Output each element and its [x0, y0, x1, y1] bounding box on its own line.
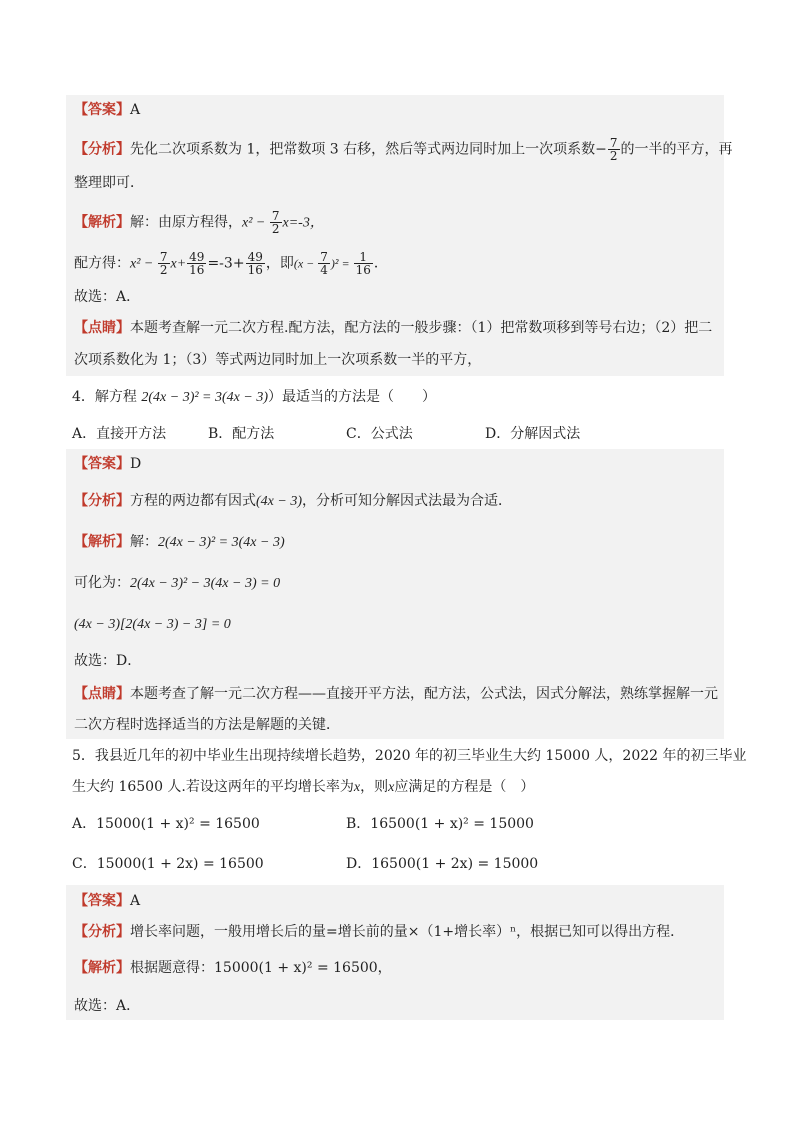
math: x² −	[130, 256, 157, 272]
q4-option-d: D．分解因式法	[485, 426, 581, 442]
q5-stem-line-1	[72, 746, 747, 766]
q5-stem-text: 5．我县近几年的初中毕业生出现持续增长趋势，2020 年的初三毕业生大约 15000 人，2022 年的初三毕业	[72, 748, 747, 764]
q4-step1-line	[74, 573, 724, 594]
q5-stem-text-3: 应满足的方程是（ ）	[394, 779, 535, 795]
q5-select: 故选：A．	[74, 998, 141, 1014]
q5-stem-line-2	[72, 777, 534, 798]
q5-answer-line	[74, 891, 724, 911]
q4-option-c: C．公式法	[346, 426, 413, 442]
q4-select: 故选：D．	[74, 653, 142, 669]
fraction: $\frac{7}{4}$	[320, 250, 328, 277]
q3-analysis-text-2: 的一半的平方，再	[620, 141, 733, 158]
answer-tag: 【答案】	[74, 102, 130, 118]
math: 2(4x − 3)² − 3(4x − 3) = 0	[130, 576, 281, 591]
analysis-tag: 【分析】	[74, 493, 130, 509]
q4-stem-text-2: ）最适当的方法是（ ）	[268, 389, 436, 405]
q4-comment-text: 本题考查了解一元二次方程——直接开平方法，配方法，公式法，因式分解法，熟练掌握解一元	[130, 686, 718, 702]
q3-comment-text-2: 次项系数化为 1；（3）等式两边同时加上一次项系数一半的平方，	[74, 352, 482, 368]
q3-analysis-text: 先化二次项系数为 1，把常数项 3 右移，然后等式两边同时加上一次项系数−	[130, 141, 607, 158]
fraction: $\frac{7}{2}$	[159, 250, 168, 277]
fraction: $\frac{49}{16}$	[189, 250, 205, 277]
q4-analysis-line	[74, 491, 724, 512]
q4-comment-line-1	[74, 684, 724, 704]
q4-stem	[72, 387, 436, 408]
analysis-tag: 【分析】	[74, 924, 130, 940]
fraction: $\frac{7}{2}$	[271, 209, 280, 236]
math: 2(4x − 3)² = 3(4x − 3)	[141, 390, 268, 405]
q3-answer: A	[130, 102, 141, 118]
solution-tag: 【解析】	[74, 214, 130, 231]
q4-option-a: A．直接开方法	[72, 426, 167, 442]
q5-analysis-text: 增长率问题，一般用增长后的量=增长前的量×（1+增长率）ⁿ，根据已知可以得出方程．	[130, 924, 685, 940]
math: (4x − 3)[2(4x − 3) − 3] = 0	[74, 617, 231, 632]
answer-tag: 【答案】	[74, 456, 130, 472]
q4-analysis-text: 方程的两边都有因式	[130, 493, 256, 509]
q5-solution-text: 根据题意得：15000(1 + x)² = 16500，	[130, 960, 392, 976]
solution-tag: 【解析】	[74, 534, 130, 550]
q3-comment-line-1	[74, 318, 724, 338]
q5-option-d: D．16500(1 + 2x) = 15000	[346, 856, 539, 872]
q3-comment-text: 本题考查解一元二次方程.配方法，配方法的一般步骤：（1）把常数项移到等号右边；（2）把二	[130, 320, 713, 336]
text: ，则	[360, 779, 389, 795]
math: x+	[170, 256, 187, 272]
math: (4x − 3)	[256, 494, 302, 509]
analysis-tag: 【分析】	[74, 141, 130, 158]
label: 配方得：	[74, 255, 130, 272]
comment-tag: 【点睛】	[74, 686, 130, 702]
math: x	[388, 780, 395, 795]
math: 2(4x − 3)² = 3(4x − 3)	[158, 535, 285, 550]
q5-answer: A	[130, 893, 141, 909]
q4-comment-line-2	[74, 715, 724, 735]
q3-solution-line	[74, 210, 724, 235]
q5-analysis-line	[74, 922, 724, 942]
q5-option-c: C．15000(1 + 2x) = 16500	[72, 856, 264, 872]
q3-solution-text: 解：由原方程得，	[130, 214, 242, 231]
text: ．	[373, 255, 388, 272]
q5-select-line	[74, 996, 724, 1016]
q3-analysis-line-1	[74, 136, 733, 163]
q4-answer-line	[74, 454, 724, 474]
solution-tag: 【解析】	[74, 960, 130, 976]
q3-select: 故选：A．	[74, 289, 141, 305]
q4-answer: D	[130, 456, 142, 472]
math: =-3+	[207, 255, 245, 272]
q3-comment-line-2	[74, 350, 724, 370]
math: )² =	[330, 256, 353, 271]
q3-answer-line	[74, 100, 724, 120]
comment-tag: 【点睛】	[74, 320, 130, 336]
text: ，即	[265, 255, 294, 272]
q5-solution-line	[74, 958, 724, 978]
math: (x −	[293, 256, 318, 271]
math: x	[353, 780, 361, 795]
q4-step2-line	[74, 614, 724, 635]
fraction: $\frac{7}{2}$	[609, 136, 618, 163]
q4-stem-text: 4．解方程	[72, 389, 137, 405]
answer-tag: 【答案】	[74, 893, 130, 909]
q3-select-line	[74, 287, 724, 307]
q4-solution-line	[74, 532, 724, 553]
q5-option-b: B．16500(1 + x)² = 15000	[346, 816, 534, 832]
fraction: $\frac{1}{16}$	[355, 250, 371, 277]
math: x=-3，	[282, 215, 324, 231]
math: x² −	[242, 215, 269, 231]
text: 解：	[130, 534, 158, 550]
q5-stem-text-2: 生大约 16500 人.若设这两年的平均增长率为	[72, 779, 354, 795]
fraction: $\frac{49}{16}$	[247, 250, 263, 277]
q4-comment-text-2: 二次方程时选择适当的方法是解题的关键．	[74, 717, 340, 733]
label: 可化为：	[74, 575, 130, 591]
q5-option-a: A．15000(1 + x)² = 16500	[72, 816, 260, 832]
q4-select-line	[74, 651, 724, 671]
q3-analysis-line-2	[74, 173, 724, 193]
q4-analysis-text-2: ，分析可知分解因式法最为合适．	[302, 493, 512, 509]
q4-option-b: B．配方法	[208, 426, 275, 442]
q3-complete-square-line	[74, 251, 724, 276]
q3-analysis-text-3: 整理即可．	[74, 175, 144, 191]
